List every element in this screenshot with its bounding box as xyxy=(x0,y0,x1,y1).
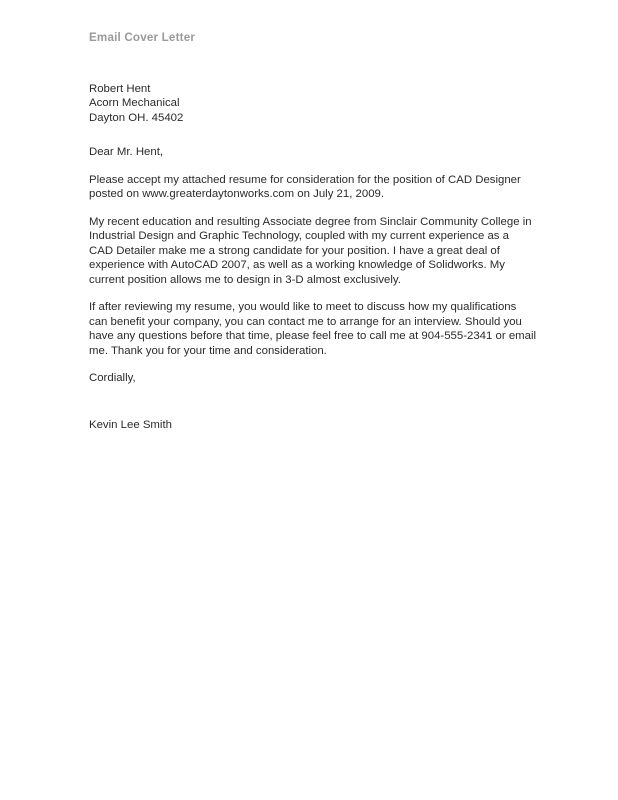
paragraph-line: current position allows me to design in 3-D almost exclusively. xyxy=(89,273,401,286)
paragraph-line: me. Thank you for your time and consideration. xyxy=(89,344,327,357)
paragraph-line: can benefit your company, you can contact me to arrange for an interview. Should you xyxy=(89,315,522,328)
closing: Cordially, xyxy=(89,372,136,384)
letter-content xyxy=(89,31,559,432)
paragraph-line: Industrial Design and Graphic Technology, coupled with my current experience as a xyxy=(89,230,509,242)
paragraph-line: If after reviewing my resume, you would like to meet to discuss how my qualifications xyxy=(89,301,517,313)
recipient-block xyxy=(89,82,559,126)
recipient-city: Dayton OH. 45402 xyxy=(89,111,184,124)
paragraph-line: My recent education and resulting Associate degree from Sinclair Community College in xyxy=(89,215,532,228)
paragraph-line: posted on www.greaterdaytonworks.com on July 21, 2009. xyxy=(89,188,385,200)
document-title: Email Cover Letter xyxy=(89,31,196,44)
paragraph-3 xyxy=(89,300,559,358)
paragraph-1 xyxy=(89,173,559,202)
paragraph-line: CAD Detailer make me a strong candidate for your position. I have a great deal of xyxy=(89,244,500,257)
recipient-name: Robert Hent xyxy=(89,82,151,95)
salutation: Dear Mr. Hent, xyxy=(89,146,164,158)
recipient-company: Acorn Mechanical xyxy=(89,97,180,109)
paragraph-line: have any questions before that time, please feel free to call me at 904-555-2341 or email xyxy=(89,330,537,342)
paragraph-2 xyxy=(89,215,559,288)
paragraph-line: experience with AutoCAD 2007, as well as a working knowledge of Solidworks. My xyxy=(89,259,505,271)
signature-name: Kevin Lee Smith xyxy=(89,418,172,431)
paragraph-line: Please accept my attached resume for consideration for the position of CAD Designer xyxy=(89,173,521,186)
